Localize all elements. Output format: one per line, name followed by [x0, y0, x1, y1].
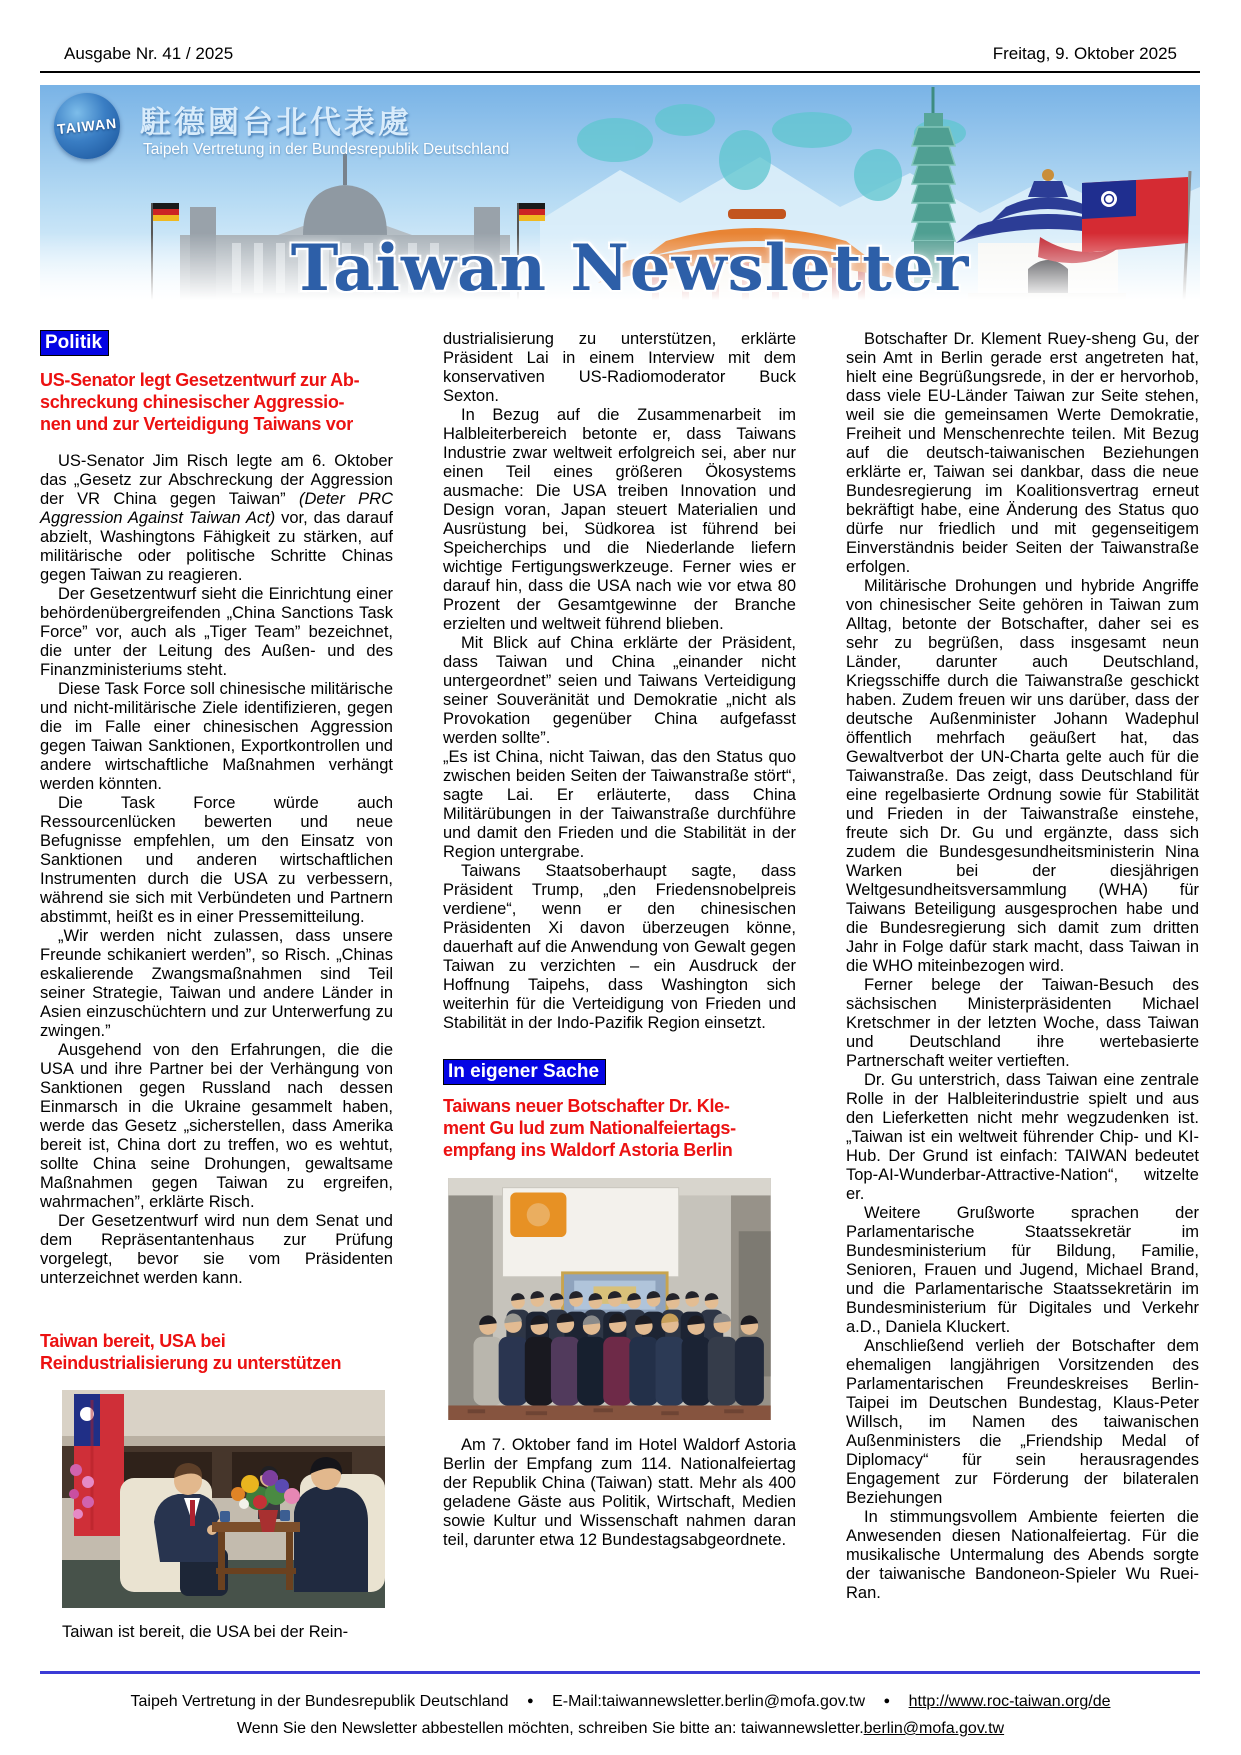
- logo-text: TAIWAN: [56, 114, 118, 138]
- article-headline: [40, 1330, 393, 1374]
- issue-number: Ausgabe Nr. 41 / 2025: [64, 44, 234, 63]
- banner-chinese-title: 駐德國台北代表處: [140, 105, 412, 141]
- column-right: [846, 330, 1199, 1642]
- interview-photo: [62, 1390, 385, 1608]
- article-paragraph: In stimmungsvollem Ambiente feierten die Anwesenden diesen Nationalfeiertag. Für die musikalische Untermalung des Abends sorgte der taiwanische Bandoneon-Spieler Wu Ruei-Ran.: [846, 1508, 1199, 1602]
- photo-caption: Taiwan ist bereit, die USA bei der Rein-: [62, 1623, 349, 1641]
- section-label-politik: Politik: [40, 330, 109, 356]
- headline-line: empfang ins Waldorf Astoria Berlin: [443, 1140, 733, 1160]
- article-paragraph: Diese Task Force soll chinesische militärische und nicht-militärische Ziele identifizieren, gegen die im Falle einer chinesischen Aggression gegen Taiwan Sanktionen, Exportkontrollen und andere wirtschaftliche Maßnahmen verhängt werden könnten.: [40, 680, 393, 793]
- guests-front-row: [473, 1313, 763, 1405]
- article-paragraph: Dr. Gu unterstrich, dass Taiwan eine zentrale Rolle in der Halbleiterindustrie spielt und aus den Lieferketten nicht mehr wegzudenken ist. „Taiwan ist ein weltweit führender Chip- und KI-Hub. Der Grund ist einfach: TAIWAN bedeutet Top-AI-Wunderbar-Attractive-Nation“, witzelte er.: [846, 1071, 1199, 1203]
- unsubscribe-email-link[interactable]: berlin@mofa.gov.tw: [863, 1720, 1005, 1737]
- taiwan-globe-logo: [54, 93, 120, 159]
- article-paragraph: „Wir werden nicht zulassen, dass unsere Freunde schikaniert werden”, so Risch. „Chinas eskalierende Zwangsmaßnahmen sind Teil seiner Strategie, Taiwan und andere Länder in Asien einzuschüchtern und zur Unterwerfung zu zwingen.”: [40, 927, 393, 1040]
- article-paragraph: In Bezug auf die Zusammenarbeit im Halbleiterbereich betonte er, dass Taiwans Industrie zwar weltweit erfolgreich sei, aber nur einen Teil eines größeren Ökosystems ausmache: Die USA treiben Innovation und Design voran, Japan steuert Materialien und Ausrüstung bei, Südkorea ist führend bei Speicherchips und die Niederlande liefern wichtige Fertigungswerkzeuge. Ferner wies er darauf hin, dass die USA nach wie vor etwa 80 Prozent der Gesamtgewinne der Branche erzielten und weltweit führend blieben.: [443, 406, 796, 633]
- article-paragraph: Taiwans Staatsoberhaupt sagte, dass Präsident Trump, „den Friedensnobelpreis verdiene“, wenn er den chinesischen Präsidenten Xi davon überzeugen könne, dauerhaft auf die Anwendung von Gewalt gegen Taiwan zu verzichten – ein Ausdruck der Hoffnung Taipehs, dass Washington sich weiterhin für die Verteidigung von Frieden und Stabilität in der Indo-Pazifik Region einsetzt.: [443, 862, 796, 1032]
- article-columns: [40, 330, 1200, 1642]
- headline-line: Reindustrialisierung zu unterstützen: [40, 1353, 342, 1373]
- headline-line: schreckung chinesischer Aggressio-: [40, 392, 345, 412]
- paragraph-text: vor, das darauf abzielt, Washingtons Fähigkeit zu stärken, auf militärische oder politische Schritte Chinas gegen Taiwan zu reagieren.: [40, 509, 393, 584]
- article-paragraph: Weitere Grußworte sprachen der Parlamentarische Staatssekretär im Bundesministerium für Bildung, Familie, Senioren, Frauen und Jugend, Michael Brand, und die Parlamentarische Staatssekretärin im Bundesministerium für Digitales und Verkehr a.D., Daniela Kluckert.: [846, 1204, 1199, 1336]
- bullet-separator-icon: ●: [526, 1695, 534, 1707]
- footer-org: Taipeh Vertretung in der Bundesrepublik Deutschland: [130, 1693, 509, 1710]
- article-headline: [443, 1095, 796, 1161]
- article-paragraph: Am 7. Oktober fand im Hotel Waldorf Astoria Berlin der Empfang zum 114. Nationalfeiertag der Republik China (Taiwan) statt. Mehr als 400 geladene Gäste aus Politik, Wirtschaft, Medien sowie Kultur und Wissenschaft nahmen daran teil, darunter etwa 12 Bundestagsabgeordnete.: [443, 1436, 796, 1549]
- newsletter-masthead: Taiwan Newsletter: [290, 231, 970, 306]
- article-paragraph: Mit Blick auf China erklärte der Präsident, dass Taiwan und China „einander nicht untergeordnet” seien und Taiwans Verteidigung seiner Souveränität und Demokratie „nicht als Provokation gegenüber China aufgefasst werden sollte”.: [443, 634, 796, 747]
- footer-unsubscribe-line: [0, 1720, 1241, 1738]
- footer-contact-line: [0, 1693, 1241, 1711]
- banner-subtitle: Taipeh Vertretung in der Bundesrepublik Deutschland: [143, 141, 510, 158]
- article-paragraph: Ausgehend von den Erfahrungen, die die USA und ihre Partner bei der Verhängung von Sanktionen gegen Russland nach dessen Einmarsch in die Ukraine gesammelt haben, werde das Gesetz „sicherstellen, dass Amerika bereit ist, China dort zu treffen, wo es wehtut, sollte China seine Drohungen, gewaltsame Maßnahmen gegen Taiwan zu ergreifen, wahrmachen”, erklärte Risch.: [40, 1041, 393, 1211]
- article-paragraph: Botschafter Dr. Klement Ruey-sheng Gu, der sein Amt in Berlin gerade erst angetreten hat, hielt eine Begrüßungsrede, in der er hervorhob, dass viele EU-Länder Taiwan zur Seite stehen, weil sie die gemeinsamen Werte Demokratie, Freiheit und Menschenrechte teilen. Mit Bezug auf die deutsch-taiwanischen Beziehungen erklärte er, Taiwan sei dankbar, dass die neue Bundesregierung im Koalitionsvertrag erneut bekräftigt habe, eine Änderung des Status quo dürfe nur friedlich und mit gegenseitigem Einverständnis beider Seiten der Taiwanstraße erfolgen.: [846, 330, 1199, 576]
- section-label-in-eigener-sache: In eigener Sache: [443, 1059, 606, 1085]
- article-headline: [40, 369, 393, 435]
- column-center: [443, 330, 796, 1642]
- headline-line: nen und zur Verteidigung Taiwans vor: [40, 414, 353, 434]
- article-paragraph: [40, 452, 393, 585]
- article-paragraph: Anschließend verlieh der Botschafter dem ehemaligen langjährigen Vorsitzenden des Parlamentarischen Freundeskreises Berlin-Taipei im Deutschen Bundestag, Klaus-Peter Willsch, im Namen des taiwanischen Außenministers die „Friendship Medal of Diplomacy“ für sein herausragendes Engagement zur Förderung der bilateralen Beziehungen: [846, 1337, 1199, 1507]
- headline-line: ment Gu lud zum Nationalfeiertags-: [443, 1118, 736, 1138]
- article-paragraph: Der Gesetzentwurf wird nun dem Senat und dem Repräsentantenhaus zur Prüfung vorgelegt, bevor sie vom Präsidenten unterzeichnet werden kann.: [40, 1212, 393, 1287]
- reception-group-photo: [443, 1178, 776, 1420]
- article-paragraph: „Es ist China, nicht Taiwan, das den Status quo zwischen beiden Seiten der Taiwanstraße stört“, sagte Lai. Er erläuterte, dass China Militärübungen in der Taiwanstraße durchführe und damit den Frieden und die Stabilität in der Region untergrabe.: [443, 748, 796, 861]
- article-paragraph: Der Gesetzentwurf sieht die Einrichtung einer behördenübergreifenden „China Sanctions Task Force” vor, auch als „Tiger Team” bezeichnet, die unter der Leitung des Außen- und des Finanzministeriums steht.: [40, 585, 393, 679]
- column-left: [40, 330, 393, 1642]
- banner: [40, 85, 1200, 306]
- headline-line: US-Senator legt Gesetzentwurf zur Ab-: [40, 370, 360, 390]
- article-paragraph: dustrialisierung zu unterstützen, erklärte Präsident Lai in einem Interview mit dem konservativen US-Radiomoderator Buck Sexton.: [443, 330, 796, 405]
- issue-date: Freitag, 9. Oktober 2025: [992, 44, 1177, 63]
- article-paragraph: Die Task Force würde auch Ressourcenlücken bewerten und neue Befugnisse empfehlen, um den Einsatz von Sanktionen und anderen wirtschaftlichen Instrumenten durch die USA zu verbessern, während sie sich mit Verbündeten und Partnern abstimmt, heißt es in einer Pressemitteilung.: [40, 794, 393, 926]
- headline-line: Taiwans neuer Botschafter Dr. Kle-: [443, 1096, 730, 1116]
- article-paragraph: Ferner belege der Taiwan-Besuch des sächsischen Ministerpräsidenten Michael Kretschmer in der letzten Woche, dass Taiwan und Deutschland ihre wertebasierte Partnerschaft weiter vertieften.: [846, 976, 1199, 1070]
- paragraph-text-italic: (Deter PRC Aggression Against Taiwan Act): [40, 490, 393, 527]
- footer-website-link[interactable]: http://www.roc-taiwan.org/de: [908, 1693, 1111, 1710]
- footer-rule: [40, 1671, 1200, 1674]
- header-rule: [40, 71, 1200, 73]
- bullet-separator-icon: ●: [883, 1695, 891, 1707]
- unsubscribe-text: Wenn Sie den Newsletter abbestellen möchten, schreiben Sie bitte an: taiwannewsletter.: [236, 1720, 864, 1737]
- paragraph-text: US-Senator Jim Risch legte am 6. Oktober das „Gesetz zur Abschreckung der Aggression der VR China gegen Taiwan”: [40, 452, 393, 508]
- footer-email[interactable]: E-Mail:taiwannewsletter.berlin@mofa.gov.tw: [552, 1693, 866, 1710]
- article-paragraph: Militärische Drohungen und hybride Angriffe von chinesischer Seite gehören in Taiwan zum Alltag, betonte der Botschafter, daher sei es sehr zu begrüßen, dass insgesamt neun Länder, darunter auch Deutschland, Kriegsschiffe durch die Taiwanstraße geschickt haben. Zudem freuen wir uns darüber, dass der deutsche Außenminister Johann Wadephul öffentlich mehrfach geäußert hat, das Gewaltverbot der UN-Charta gelte auch für die Taiwanstraße. Das zeigt, dass Deutschland für eine regelbasierte Ordnung sowie für Stabilität und Frieden in der Taiwanstraße einstehe, freute sich Dr. Gu und ergänzte, dass sich zudem die Bundesgesundheitsministerin Nina Warken bei der diesjährigen Weltgesundheitsversammlung (WHA) für Taiwans Beteiligung ausgesprochen habe und die Bundesregierung sich damit zum dritten Jahr in Folge dafür stark macht, dass Taiwan in die WHO miteinbezogen wird.: [846, 577, 1199, 975]
- headline-line: Taiwan bereit, USA bei: [40, 1331, 226, 1351]
